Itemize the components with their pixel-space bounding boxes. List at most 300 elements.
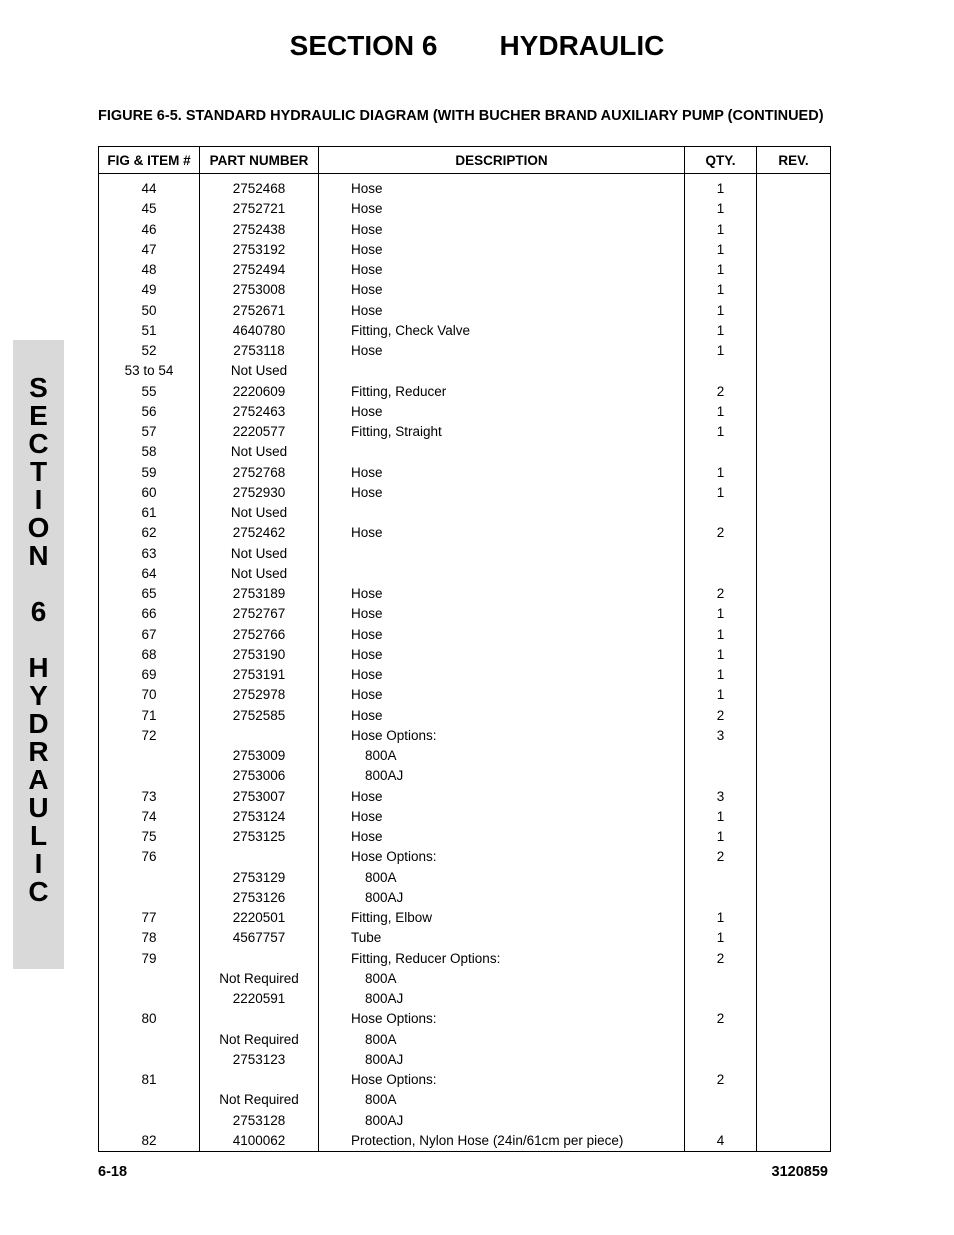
table-row	[99, 402, 831, 422]
qty-cell	[685, 989, 757, 1009]
part-number-cell: 2752978	[200, 685, 319, 705]
part-number-cell: 2753123	[200, 1050, 319, 1070]
description-cell: Hose Options:	[319, 1009, 685, 1029]
rev-cell	[757, 544, 831, 564]
description-cell: 800A	[319, 1090, 685, 1110]
table-row	[99, 746, 831, 766]
rev-cell	[757, 483, 831, 503]
item-cell	[99, 868, 200, 888]
rev-cell	[757, 422, 831, 442]
qty-cell: 2	[685, 847, 757, 867]
item-cell: 48	[99, 260, 200, 280]
qty-cell	[685, 888, 757, 908]
side-tab-letter: I	[34, 848, 43, 879]
part-number-cell	[200, 726, 319, 746]
part-number-cell: 2753126	[200, 888, 319, 908]
table-row	[99, 463, 831, 483]
qty-cell	[685, 969, 757, 989]
rev-cell	[757, 868, 831, 888]
column-header-qty: QTY.	[685, 147, 757, 174]
part-number-cell: 2753125	[200, 827, 319, 847]
qty-cell: 2	[685, 382, 757, 402]
item-cell: 55	[99, 382, 200, 402]
item-cell	[99, 1050, 200, 1070]
qty-cell	[685, 442, 757, 462]
page-header	[0, 30, 954, 62]
part-number-cell: 2752585	[200, 706, 319, 726]
side-tab-letter: C	[28, 876, 49, 907]
section-side-tab	[13, 340, 64, 969]
part-number-cell	[200, 1070, 319, 1090]
table-row	[99, 706, 831, 726]
qty-cell: 1	[685, 402, 757, 422]
item-cell: 58	[99, 442, 200, 462]
rev-cell	[757, 625, 831, 645]
qty-cell: 1	[685, 483, 757, 503]
item-cell: 52	[99, 341, 200, 361]
side-tab-letter: R	[28, 736, 49, 767]
table-row	[99, 787, 831, 807]
item-cell	[99, 1090, 200, 1110]
side-tab-letter: N	[28, 540, 49, 571]
rev-cell	[757, 260, 831, 280]
rev-cell	[757, 645, 831, 665]
rev-cell	[757, 847, 831, 867]
qty-cell: 1	[685, 240, 757, 260]
description-cell: Hose Options:	[319, 847, 685, 867]
rev-cell	[757, 1090, 831, 1110]
qty-cell: 1	[685, 301, 757, 321]
part-number-cell: 2752438	[200, 220, 319, 240]
item-cell	[99, 1111, 200, 1131]
side-tab-letter: H	[28, 652, 49, 683]
item-cell: 68	[99, 645, 200, 665]
part-number-cell: Not Used	[200, 503, 319, 523]
item-cell	[99, 1030, 200, 1050]
table-row	[99, 807, 831, 827]
part-number-cell: 2752767	[200, 604, 319, 624]
part-number-cell: 2752930	[200, 483, 319, 503]
side-tab-letter: L	[29, 820, 48, 851]
figure-title: FIGURE 6-5. STANDARD HYDRAULIC DIAGRAM (WITH BUCHER BRAND AUXILIARY PUMP (CONTINUED)	[98, 108, 824, 124]
part-number-cell: 2752721	[200, 199, 319, 219]
table-row	[99, 685, 831, 705]
part-number-cell: 2753192	[200, 240, 319, 260]
qty-cell: 1	[685, 280, 757, 300]
part-number-cell: 4567757	[200, 928, 319, 948]
description-cell: 800AJ	[319, 1050, 685, 1070]
part-number-cell: 2753006	[200, 766, 319, 786]
table-row	[99, 888, 831, 908]
description-cell: 800AJ	[319, 766, 685, 786]
part-number-cell: 2753191	[200, 665, 319, 685]
description-cell: Fitting, Reducer Options:	[319, 949, 685, 969]
description-cell: Hose	[319, 645, 685, 665]
item-cell: 82	[99, 1131, 200, 1152]
item-cell: 49	[99, 280, 200, 300]
rev-cell	[757, 220, 831, 240]
qty-cell: 1	[685, 665, 757, 685]
description-cell: Fitting, Check Valve	[319, 321, 685, 341]
side-tab-letter: A	[28, 764, 49, 795]
rev-cell	[757, 402, 831, 422]
description-cell: Hose	[319, 260, 685, 280]
description-cell: Hose	[319, 807, 685, 827]
rev-cell	[757, 584, 831, 604]
description-cell: Hose	[319, 483, 685, 503]
qty-cell	[685, 1050, 757, 1070]
item-cell: 47	[99, 240, 200, 260]
table-row	[99, 321, 831, 341]
item-cell	[99, 989, 200, 1009]
table-row	[99, 868, 831, 888]
item-cell: 74	[99, 807, 200, 827]
table-row	[99, 604, 831, 624]
rev-cell	[757, 301, 831, 321]
qty-cell	[685, 766, 757, 786]
description-cell: Tube	[319, 928, 685, 948]
part-number-cell: 2220501	[200, 908, 319, 928]
description-cell: 800A	[319, 1030, 685, 1050]
parts-table	[98, 146, 831, 1152]
description-cell: 800AJ	[319, 1111, 685, 1131]
description-cell	[319, 544, 685, 564]
description-cell: Hose	[319, 199, 685, 219]
table-row	[99, 382, 831, 402]
qty-cell: 1	[685, 928, 757, 948]
qty-cell	[685, 1030, 757, 1050]
part-number-cell: Not Used	[200, 544, 319, 564]
item-cell	[99, 888, 200, 908]
table-row	[99, 199, 831, 219]
item-cell: 79	[99, 949, 200, 969]
part-number-cell: 2753128	[200, 1111, 319, 1131]
table-row	[99, 625, 831, 645]
part-number-cell: 2220591	[200, 989, 319, 1009]
rev-cell	[757, 888, 831, 908]
part-number-cell: Not Used	[200, 361, 319, 381]
table-row	[99, 969, 831, 989]
part-number-cell: 2753190	[200, 645, 319, 665]
item-cell: 69	[99, 665, 200, 685]
description-cell: Hose	[319, 220, 685, 240]
rev-cell	[757, 174, 831, 200]
description-cell	[319, 442, 685, 462]
side-tab-letter: O	[27, 512, 50, 543]
side-tab-letter: U	[28, 792, 49, 823]
rev-cell	[757, 463, 831, 483]
table-row	[99, 1009, 831, 1029]
description-cell: Hose	[319, 280, 685, 300]
qty-cell	[685, 1090, 757, 1110]
qty-cell: 1	[685, 174, 757, 200]
table-row	[99, 665, 831, 685]
table-row	[99, 1050, 831, 1070]
item-cell: 80	[99, 1009, 200, 1029]
page-number: 6-18	[98, 1164, 128, 1180]
table-row	[99, 422, 831, 442]
table-row	[99, 726, 831, 746]
rev-cell	[757, 240, 831, 260]
table-row	[99, 280, 831, 300]
description-cell: Hose	[319, 584, 685, 604]
item-cell: 56	[99, 402, 200, 422]
item-cell: 75	[99, 827, 200, 847]
part-number-cell: Not Required	[200, 969, 319, 989]
rev-cell	[757, 503, 831, 523]
part-number-cell: 2753189	[200, 584, 319, 604]
item-cell	[99, 969, 200, 989]
table-row	[99, 442, 831, 462]
description-cell: Hose	[319, 685, 685, 705]
qty-cell: 2	[685, 1070, 757, 1090]
side-tab-letter: T	[29, 456, 48, 487]
document-number: 3120859	[771, 1164, 828, 1180]
qty-cell: 2	[685, 523, 757, 543]
parts-table-body	[99, 174, 831, 1152]
table-row	[99, 645, 831, 665]
description-cell: Hose	[319, 301, 685, 321]
side-tab-letter: E	[29, 400, 48, 431]
rev-cell	[757, 665, 831, 685]
description-cell: 800AJ	[319, 888, 685, 908]
qty-cell: 1	[685, 463, 757, 483]
part-number-cell: Not Used	[200, 442, 319, 462]
table-row	[99, 174, 831, 200]
part-number-cell: 2220609	[200, 382, 319, 402]
part-number-cell: 2752468	[200, 174, 319, 200]
qty-cell: 2	[685, 584, 757, 604]
description-cell	[319, 361, 685, 381]
side-tab-letter: D	[28, 708, 49, 739]
description-cell: Hose Options:	[319, 726, 685, 746]
description-cell: Fitting, Elbow	[319, 908, 685, 928]
item-cell: 46	[99, 220, 200, 240]
qty-cell: 1	[685, 625, 757, 645]
column-header-part-number: PART NUMBER	[200, 147, 319, 174]
rev-cell	[757, 766, 831, 786]
table-row	[99, 1131, 831, 1152]
description-cell: Hose	[319, 665, 685, 685]
table-row	[99, 301, 831, 321]
item-cell: 63	[99, 544, 200, 564]
description-cell: 800A	[319, 746, 685, 766]
rev-cell	[757, 604, 831, 624]
qty-cell: 4	[685, 1131, 757, 1152]
rev-cell	[757, 361, 831, 381]
section-label: SECTION 6	[289, 30, 438, 61]
column-header-item: FIG & ITEM #	[99, 147, 200, 174]
item-cell: 72	[99, 726, 200, 746]
table-row	[99, 989, 831, 1009]
item-cell: 65	[99, 584, 200, 604]
rev-cell	[757, 1050, 831, 1070]
qty-cell	[685, 1111, 757, 1131]
part-number-cell: Not Required	[200, 1030, 319, 1050]
rev-cell	[757, 1009, 831, 1029]
part-number-cell: 2753007	[200, 787, 319, 807]
part-number-cell: 2752768	[200, 463, 319, 483]
part-number-cell: 2752494	[200, 260, 319, 280]
item-cell: 45	[99, 199, 200, 219]
qty-cell: 2	[685, 706, 757, 726]
qty-cell: 1	[685, 260, 757, 280]
item-cell: 78	[99, 928, 200, 948]
item-cell: 61	[99, 503, 200, 523]
table-row	[99, 260, 831, 280]
rev-cell	[757, 321, 831, 341]
part-number-cell: 2752462	[200, 523, 319, 543]
item-cell: 51	[99, 321, 200, 341]
table-row	[99, 361, 831, 381]
qty-cell: 1	[685, 422, 757, 442]
qty-cell: 1	[685, 321, 757, 341]
description-cell: Protection, Nylon Hose (24in/61cm per piece)	[319, 1131, 685, 1152]
table-row	[99, 766, 831, 786]
item-cell: 66	[99, 604, 200, 624]
rev-cell	[757, 787, 831, 807]
rev-cell	[757, 341, 831, 361]
item-cell: 67	[99, 625, 200, 645]
rev-cell	[757, 523, 831, 543]
rev-cell	[757, 746, 831, 766]
item-cell: 53 to 54	[99, 361, 200, 381]
description-cell: 800A	[319, 868, 685, 888]
table-row	[99, 928, 831, 948]
qty-cell	[685, 503, 757, 523]
rev-cell	[757, 1131, 831, 1152]
description-cell: Hose Options:	[319, 1070, 685, 1090]
part-number-cell: 2753008	[200, 280, 319, 300]
rev-cell	[757, 827, 831, 847]
rev-cell	[757, 807, 831, 827]
rev-cell	[757, 442, 831, 462]
qty-cell: 1	[685, 604, 757, 624]
item-cell: 73	[99, 787, 200, 807]
description-cell: Hose	[319, 341, 685, 361]
rev-cell	[757, 685, 831, 705]
part-number-cell: 2753009	[200, 746, 319, 766]
table-row	[99, 1111, 831, 1131]
qty-cell	[685, 361, 757, 381]
part-number-cell: 4640780	[200, 321, 319, 341]
table-row	[99, 523, 831, 543]
table-row	[99, 949, 831, 969]
item-cell: 70	[99, 685, 200, 705]
description-cell: Fitting, Reducer	[319, 382, 685, 402]
part-number-cell	[200, 847, 319, 867]
item-cell	[99, 746, 200, 766]
item-cell: 76	[99, 847, 200, 867]
qty-cell: 1	[685, 645, 757, 665]
part-number-cell: 2752463	[200, 402, 319, 422]
side-tab-letter: I	[34, 484, 43, 515]
qty-cell: 3	[685, 787, 757, 807]
part-number-cell: 2752671	[200, 301, 319, 321]
qty-cell: 2	[685, 1009, 757, 1029]
rev-cell	[757, 969, 831, 989]
table-row	[99, 908, 831, 928]
part-number-cell: 4100062	[200, 1131, 319, 1152]
side-tab-letter: S	[29, 372, 48, 403]
rev-cell	[757, 280, 831, 300]
item-cell: 60	[99, 483, 200, 503]
table-row	[99, 827, 831, 847]
table-row	[99, 503, 831, 523]
side-tab-letter: Y	[29, 680, 48, 711]
table-row	[99, 240, 831, 260]
side-tab-letter: C	[28, 428, 49, 459]
part-number-cell: 2752766	[200, 625, 319, 645]
part-number-cell: 2753124	[200, 807, 319, 827]
qty-cell: 1	[685, 827, 757, 847]
description-cell: Hose	[319, 827, 685, 847]
description-cell: Hose	[319, 240, 685, 260]
rev-cell	[757, 726, 831, 746]
rev-cell	[757, 382, 831, 402]
description-cell: Fitting, Straight	[319, 422, 685, 442]
item-cell: 44	[99, 174, 200, 200]
table-row	[99, 1070, 831, 1090]
table-row	[99, 220, 831, 240]
qty-cell: 1	[685, 685, 757, 705]
item-cell: 64	[99, 564, 200, 584]
column-header-rev: REV.	[757, 147, 831, 174]
table-row	[99, 483, 831, 503]
part-number-cell: 2753118	[200, 341, 319, 361]
qty-cell: 3	[685, 726, 757, 746]
rev-cell	[757, 928, 831, 948]
table-row	[99, 544, 831, 564]
part-number-cell: Not Used	[200, 564, 319, 584]
item-cell: 71	[99, 706, 200, 726]
description-cell: Hose	[319, 625, 685, 645]
table-row	[99, 341, 831, 361]
description-cell: 800AJ	[319, 989, 685, 1009]
rev-cell	[757, 989, 831, 1009]
qty-cell	[685, 544, 757, 564]
table-row	[99, 1030, 831, 1050]
description-cell: Hose	[319, 787, 685, 807]
rev-cell	[757, 564, 831, 584]
qty-cell	[685, 868, 757, 888]
rev-cell	[757, 908, 831, 928]
section-title: HYDRAULIC	[499, 30, 665, 61]
table-row	[99, 1090, 831, 1110]
qty-cell: 1	[685, 807, 757, 827]
qty-cell: 1	[685, 908, 757, 928]
column-header-description: DESCRIPTION	[319, 147, 685, 174]
qty-cell	[685, 564, 757, 584]
description-cell: 800A	[319, 969, 685, 989]
qty-cell	[685, 746, 757, 766]
qty-cell: 1	[685, 199, 757, 219]
description-cell: Hose	[319, 174, 685, 200]
table-row	[99, 584, 831, 604]
part-number-cell: 2753129	[200, 868, 319, 888]
description-cell: Hose	[319, 706, 685, 726]
description-cell: Hose	[319, 463, 685, 483]
rev-cell	[757, 1070, 831, 1090]
description-cell: Hose	[319, 402, 685, 422]
item-cell: 81	[99, 1070, 200, 1090]
part-number-cell	[200, 949, 319, 969]
item-cell	[99, 766, 200, 786]
rev-cell	[757, 199, 831, 219]
qty-cell: 2	[685, 949, 757, 969]
part-number-cell: 2220577	[200, 422, 319, 442]
table-row	[99, 847, 831, 867]
